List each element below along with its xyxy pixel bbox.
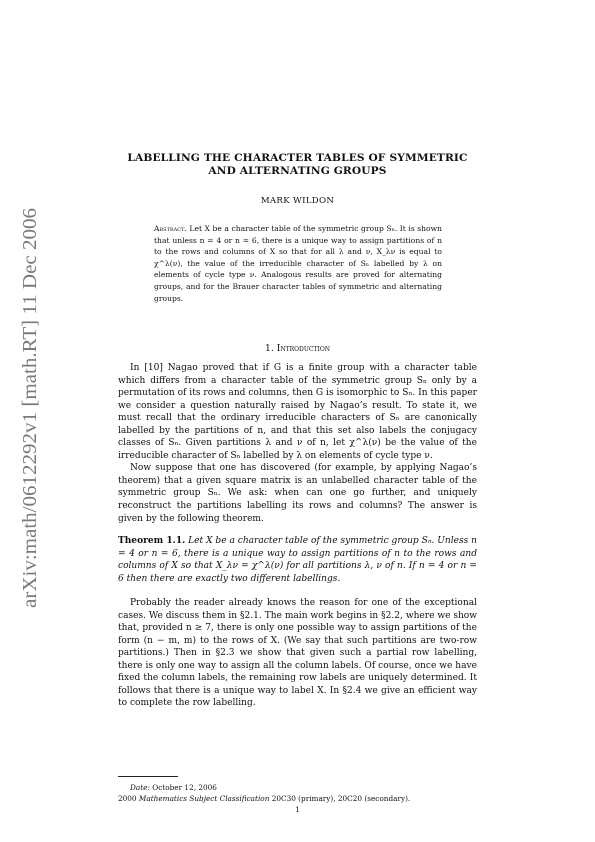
date-footnote: [130, 782, 477, 793]
msc-value: 20C30 (primary), 20C20 (secondary).: [269, 794, 411, 804]
paper-title: [118, 152, 477, 178]
abstract-text: Let X be a character table of the symmetric group Sₙ. It is shown that unless n = 4 or n = 6, there is a unique way to assign partitions of n to the rows and columns of X so that for all λ and ν, X_λν is equal to χ^λ(ν), the value of the irreducible character of Sₙ labelled by λ on elements of cycle type ν. Analogous results are proved for alternating groups, and for the Brauer character tables of symmetric and alternating groups.: [154, 224, 443, 303]
footnote-rule: [118, 776, 178, 777]
footnotes: [118, 782, 477, 804]
abstract-label: Abstract.: [154, 224, 187, 233]
title-line-2: AND ALTERNATING GROUPS: [208, 165, 387, 177]
date-label: Date: [130, 783, 148, 792]
intro-paragraph-1: In [10] Nagao proved that if G is a finite group with a character table which differs from a character table of the symmetric group Sₙ only by a permutation of its rows and columns, then G is isomorphic to Sₙ. In this paper we consider a question naturally raised by Nagao’s result. To state it, we must recall that the ordinary irreducible characters of Sₙ are canonically labelled by the partitions of n, and that this set also labels the conjugacy classes of Sₙ. Given partitions λ and ν of n, let χ^λ(ν) be the value of the irreducible character of Sₙ labelled by λ on elements of cycle type ν.: [118, 363, 477, 461]
section-heading: [118, 343, 477, 354]
section-number: 1.: [264, 343, 274, 354]
title-line-1: LABELLING THE CHARACTER TABLES OF SYMMETRIC: [127, 152, 468, 164]
intro-paragraph-2: Now suppose that one has discovered (for example, by applying Nagao’s theorem) that a given square matrix is an unlabelled character table of the symmetric group Sₙ. We ask: when can one go further, and uniquely reconstruct the partitions labelling its rows and columns? The answer is given by the following theorem.: [118, 463, 477, 524]
overview-paragraph: Probably the reader already knows the reason for one of the exceptional cases. We discuss them in §2.1. The main work begins in §2.2, where we show that, provided n ≥ 7, there is only one possible way to assign partitions of the form (n − m, m) to the rows of X. (We say that such partitions are two-row partitions.) Then in §2.3 we show that given such a partial row labelling, there is only one way to assign all the column labels. Of course, once we have fixed the column labels, the remaining row labels are uniquely determined. It follows that there is a unique way to label X. In §2.4 we give an efficient way to complete the row labelling.: [118, 598, 477, 709]
date-value: : October 12, 2006: [147, 783, 217, 792]
theorem-label: Theorem 1.1.: [118, 536, 186, 546]
theorem-statement: Let X be a character table of the symmetric group Sₙ. Unless n = 4 or n = 6, there is a unique way to assign partitions of n to the rows and columns of X so that X_λν = χ^λ(ν) for all partitions λ, ν of n. If n = 4 or n = 6 then there are exactly two different labellings.: [118, 536, 477, 584]
msc-label: Mathematics Subject Classification: [138, 794, 270, 804]
msc-prefix: 2000: [118, 794, 139, 804]
section-name: Introduction: [276, 343, 331, 354]
arxiv-identifier: arXiv:math/0612292v1 [math.RT] 11 Dec 2006: [20, 234, 41, 608]
overview-text: [118, 597, 477, 710]
abstract: [154, 223, 442, 304]
theorem-1-1: [118, 535, 477, 585]
arxiv-sidebar-stamp: [6, 200, 46, 620]
author-name: MARK WILDON: [260, 196, 335, 206]
introduction-text: [118, 362, 477, 525]
msc-footnote: [118, 793, 477, 804]
page-number: 1: [295, 805, 300, 814]
